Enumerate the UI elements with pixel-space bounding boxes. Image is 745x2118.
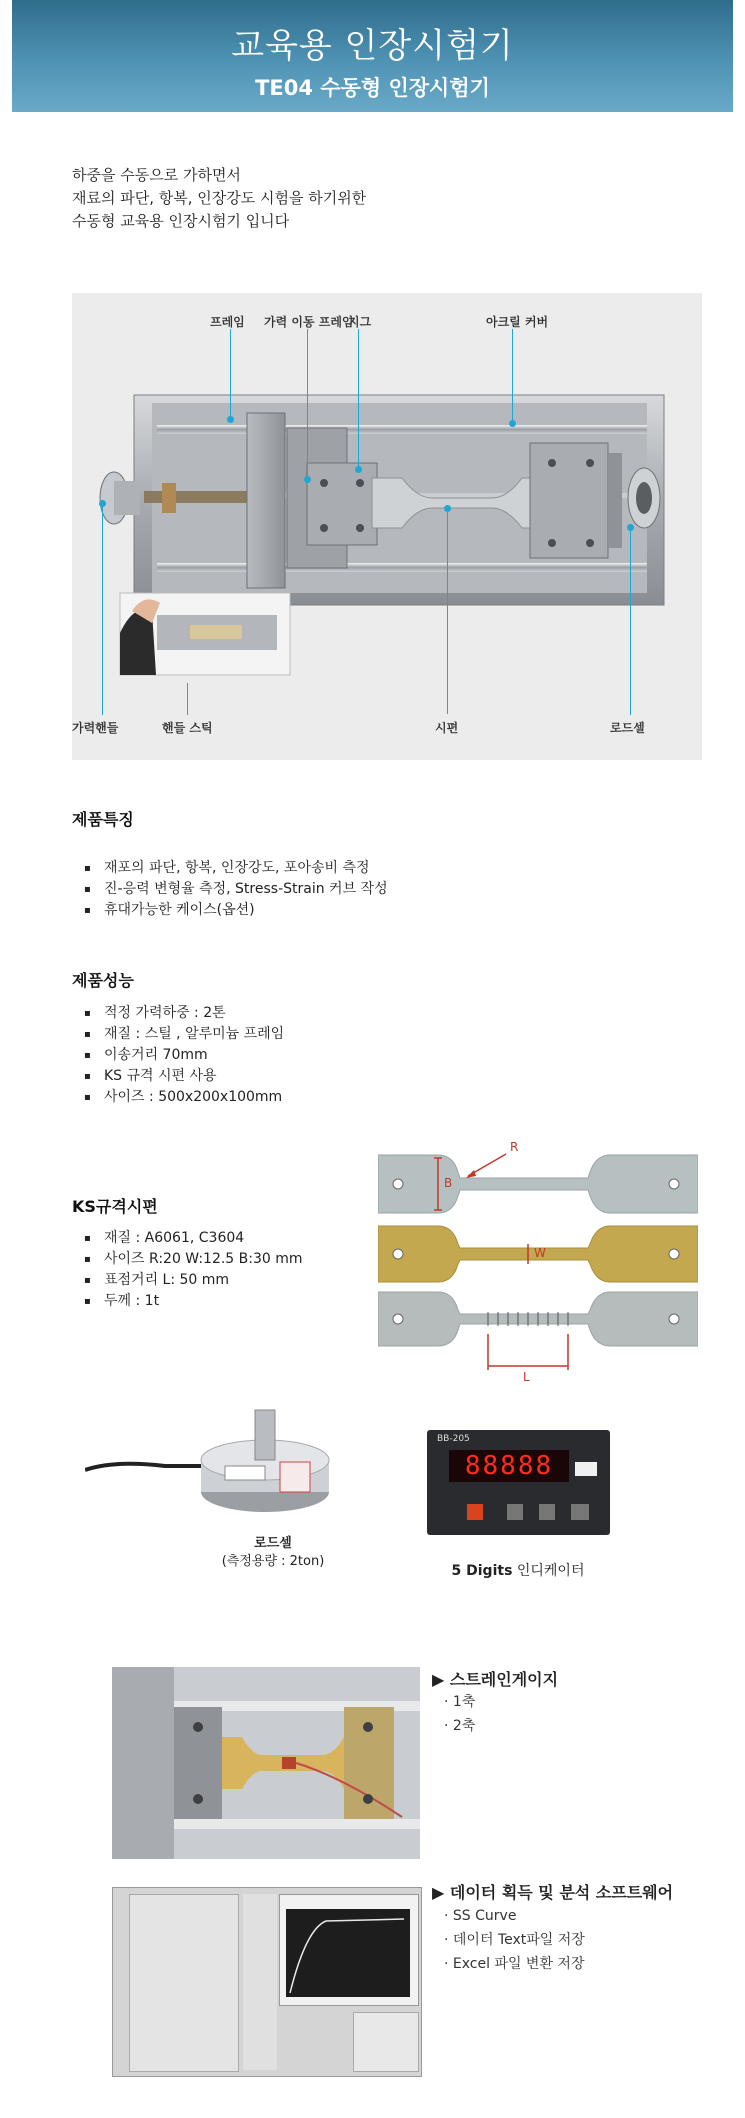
dim-l: L <box>523 1370 530 1384</box>
leader-frame <box>230 329 231 419</box>
loadcell-image <box>85 1400 335 1520</box>
software-chart-panel <box>279 1894 419 2006</box>
indicator-m-button <box>467 1504 483 1520</box>
leader-handle-stick <box>187 683 188 715</box>
list-item: · Excel 파일 변환 저장 <box>444 1956 585 1972</box>
leader-force-handle <box>102 503 103 715</box>
page-subtitle: TE04 수동형 인장시험기 <box>255 76 490 100</box>
list-item: ▪ 재질 : 스틸 , 알루미늄 프레임 <box>72 1024 284 1045</box>
list-item: · 2축 <box>444 1718 476 1734</box>
label-specimen: 시편 <box>435 721 459 735</box>
features-heading: 제품특징 <box>72 810 134 829</box>
list-item: ▪ 재포의 파단, 항복, 인장강도, 포아송비 측정 <box>72 858 388 879</box>
list-item: ▪ 표점거리 L: 50 mm <box>72 1270 303 1291</box>
software-heading: ▶ 데이터 획득 및 분석 소프트웨어 <box>432 1883 674 1902</box>
dim-w: W <box>534 1246 546 1260</box>
intro-line: 수동형 교육용 인장시험기 입니다 <box>72 212 290 230</box>
loadcell-title: 로드셀 <box>254 1536 292 1551</box>
label-load-cell: 로드셀 <box>610 721 645 735</box>
machine-diagram <box>72 293 702 760</box>
software-values-panel <box>243 1894 277 2070</box>
strain-gauge-list <box>444 1690 475 1738</box>
performance-list <box>72 1003 284 1108</box>
label-jig: 지그 <box>348 315 372 329</box>
ss-curve-plot <box>286 1909 410 1997</box>
list-item: ▪ 휴대가능한 케이스(옵션) <box>72 900 388 921</box>
leader-specimen <box>447 508 448 714</box>
performance-heading: 제품성능 <box>72 971 134 990</box>
leader-moving-frame <box>307 329 308 479</box>
indicator-model: BB-205 <box>437 1434 470 1444</box>
label-moving-frame: 가력 이동 프레임 <box>264 315 354 329</box>
indicator-image <box>427 1430 610 1535</box>
intro-line: 재료의 파단, 항복, 인장강도 시험을 하기위한 <box>72 189 367 207</box>
list-item: ▪ KS 규격 시편 사용 <box>72 1066 284 1087</box>
indicator-ent-button <box>571 1504 589 1520</box>
list-item: · 1축 <box>444 1694 476 1710</box>
leader-jig <box>358 329 359 469</box>
label-force-handle: 가력핸들 <box>72 721 119 735</box>
list-item: ▪ 두께 : 1t <box>72 1291 303 1312</box>
indicator-display: 88888 <box>449 1450 569 1482</box>
leader-load-cell <box>630 527 631 715</box>
specimen-strip-aluminum <box>378 1140 698 1220</box>
specimen-images <box>378 1140 698 1385</box>
list-item: ▪ 진-응력 변형율 측정, Stress-Strain 커브 작성 <box>72 879 388 900</box>
label-acrylic-cover: 아크릴 커버 <box>486 315 549 329</box>
label-handle-stick: 핸들 스틱 <box>162 721 213 735</box>
strain-gauge-heading: ▶ 스트레인게이지 <box>432 1670 559 1689</box>
dim-r: R <box>510 1140 519 1154</box>
list-item: · SS Curve <box>444 1908 517 1924</box>
list-item: ▪ 재질 : A6061, C3604 <box>72 1228 303 1249</box>
strain-gauge-photo <box>112 1667 420 1859</box>
page-title: 교육용 인장시험기 <box>231 26 514 66</box>
list-item: ▪ 사이즈 R:20 W:12.5 B:30 mm <box>72 1249 303 1270</box>
indicator-right-button <box>539 1504 555 1520</box>
specimen-strip-gauge <box>378 1290 698 1385</box>
machine-photo <box>72 293 702 760</box>
ks-list <box>72 1228 303 1312</box>
loadcell-capacity: (측정용량 : 2ton) <box>221 1554 325 1569</box>
list-item: · 데이터 Text파일 저장 <box>444 1932 585 1948</box>
software-list <box>444 1904 585 1976</box>
indicator-caption-rest: 인디케이터 <box>512 1563 585 1579</box>
intro-text <box>72 164 366 233</box>
leader-acrylic <box>512 329 513 423</box>
dim-b: B <box>444 1176 453 1190</box>
software-screenshot <box>112 1887 422 2077</box>
indicator-caption <box>428 1560 608 1580</box>
list-item: ▪ 적정 가력하중 : 2톤 <box>72 1003 284 1024</box>
intro-line: 하중을 수동으로 가하면서 <box>72 166 241 184</box>
label-frame: 프레임 <box>210 315 245 329</box>
ks-heading: KS규격시편 <box>72 1197 158 1216</box>
list-item: ▪ 이송거리 70mm <box>72 1045 284 1066</box>
indicator-up-button <box>507 1504 523 1520</box>
software-config-panel <box>129 1894 239 2072</box>
list-item: ▪ 사이즈 : 500x200x100mm <box>72 1087 284 1108</box>
features-list <box>72 858 388 921</box>
software-measure-panel <box>353 2012 419 2072</box>
indicator-caption-bold: 5 Digits <box>451 1563 513 1579</box>
